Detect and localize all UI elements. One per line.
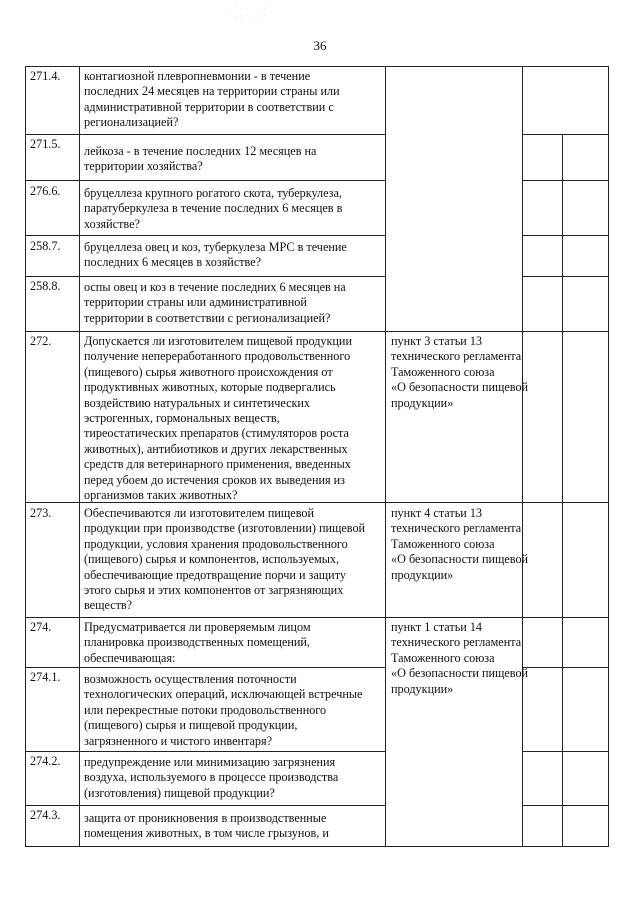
item-question: предупреждение или минимизацию загрязнения воздуха, используемого в процессе производства (изготовления) пищевой продукции? (84, 755, 339, 800)
column-border (522, 66, 523, 846)
column-border (608, 66, 609, 846)
column-border (562, 134, 563, 846)
scan-stamp-marks: · ˙ ⸱ · ˙ ⸱ · ˙ ˙ ⸱ · ˙ · ⸱ ˙ (228, 6, 273, 22)
legal-reference: пункт 1 статьи 14 технического регламента Таможенного союза «О безопасности пищевой продукции» (391, 620, 529, 696)
item-number: 258.7. (30, 239, 61, 253)
item-question: Допускается ли изготовителем пищевой продукции получение непереработанного продовольственного (пищевого) сырья животного происхождения от продуктивных животных, которые подвергались воздействию натуральных и синтетических эстрогенных, гормональных веществ, тиреостатических препаратов (стимуляторов роста животных), антибиотиков и других лекарственных средств для ветеринарного применения, введенных перед убоем до истечения сроков их выведения из организмов таких животных? (84, 334, 352, 503)
row-border (522, 751, 609, 752)
row-border (522, 180, 609, 181)
item-question: возможность осуществления поточности технологических операций, исключающей встречные или перекрестные потоки продовольственного (пищевого) сырья и пищевой продукции, загрязненного и чистого инвентаря? (84, 672, 363, 748)
column-border (385, 66, 386, 846)
item-number: 273. (30, 506, 52, 520)
item-question: Обеспечиваются ли изготовителем пищевой продукции при производстве (изготовлении) пищевой продукции, условия хранения продовольственного (пищевого) сырья и компонентов, используемых, обеспечивающие предотвращение порчи и защиту этого сырья и этих компонентов от загрязняющих веществ? (84, 506, 366, 613)
item-number: 276.6. (30, 184, 61, 198)
item-number: 274. (30, 620, 52, 634)
row-border (25, 846, 609, 847)
row-border (522, 235, 609, 236)
item-number: 271.4. (30, 69, 61, 83)
item-question: лейкоза - в течение последних 12 месяцев на территории хозяйства? (84, 144, 317, 174)
item-question: защита от проникновения в производственные помещения животных, в том числе грызунов, и (84, 811, 329, 841)
column-border (79, 66, 80, 846)
item-question: бруцеллеза крупного рогатого скота, туберкулеза, паратуберкулеза в течение последних 6 месяцев в хозяйстве? (84, 186, 343, 231)
row-border (522, 805, 609, 806)
page-number: 36 (313, 38, 327, 53)
item-question: бруцеллеза овец и коз, туберкулеза МРС в течение последних 6 месяцев в хозяйстве? (84, 240, 347, 270)
column-border (25, 66, 26, 846)
item-number: 258.8. (30, 279, 61, 293)
legal-reference: пункт 3 статьи 13 технического регламента Таможенного союза «О безопасности пищевой продукции» (391, 334, 529, 410)
item-question: оспы овец и коз в течение последних 6 месяцев на территории страны или административной территории в соответствии с регионализацией? (84, 280, 346, 325)
item-number: 271.5. (30, 137, 61, 151)
item-question: Предусматривается ли проверяемым лицом планировка производственных помещений, обеспечивающая: (84, 620, 311, 665)
item-number: 274.3. (30, 808, 61, 822)
row-border (522, 134, 609, 135)
row-border (522, 276, 609, 277)
legal-reference: пункт 4 статьи 13 технического регламента Таможенного союза «О безопасности пищевой продукции» (391, 506, 529, 582)
item-number: 274.2. (30, 754, 61, 768)
item-number: 274.1. (30, 670, 61, 684)
item-question: контагиозной плевропневмонии - в течение последних 24 месяцев на территории страны или административной территории в соответствии с регионализацией? (84, 69, 340, 130)
row-border (522, 667, 609, 668)
item-number: 272. (30, 334, 52, 348)
